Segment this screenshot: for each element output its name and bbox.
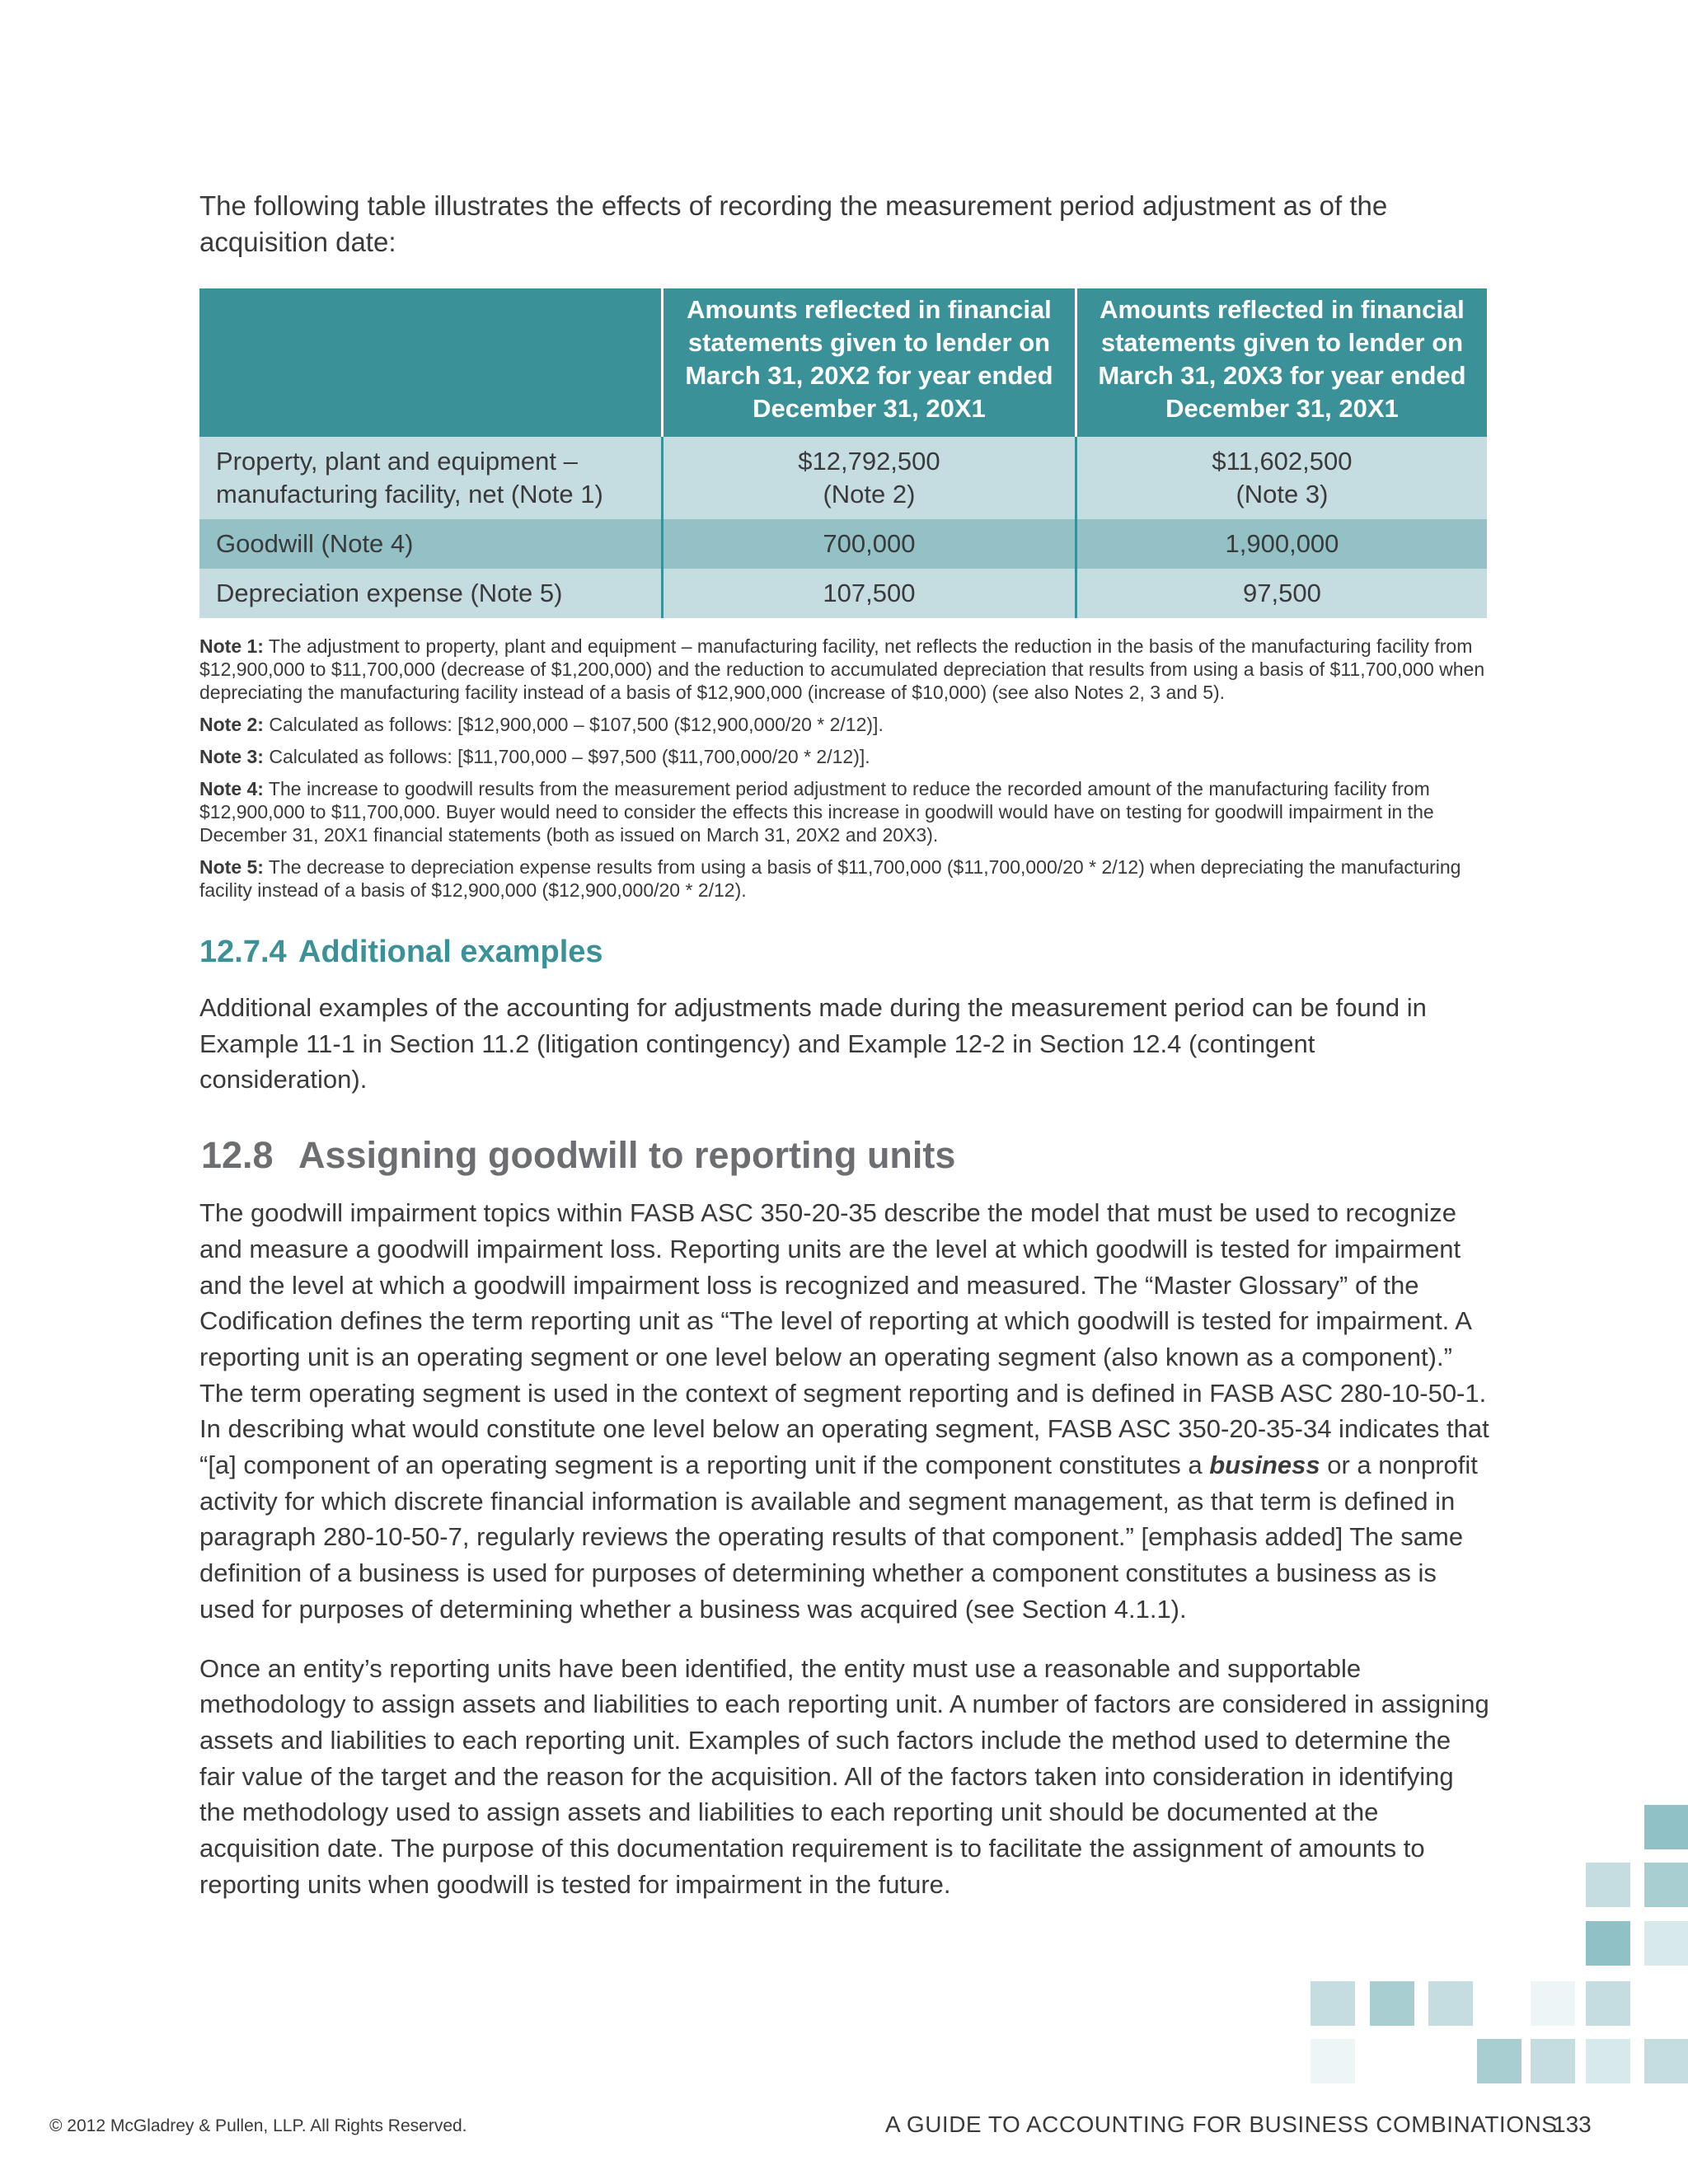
table-header-20x2: Amounts reflected in financial statements given to lender on March 31, 20X2 for year ended December 31, 20X1 [663,288,1076,437]
row-value-20x3: 97,500 [1076,569,1487,618]
note-1: Note 1: The adjustment to property, plant and equipment – manufacturing facility, net reflects the reduction in the basis of the manufacturing facility from $12,900,000 to $11,700,000 (decrease of $1,200,000) and the reduction to accumulated depreciation that results from using a basis of $11,700,000 when depreciating the manufacturing facility instead of a basis of $12,900,000 (increase of $10,000) (see also Notes 2, 3 and 5). [199,635,1485,703]
section-number: 12.8 [201,1134,274,1177]
decor-square [1370,1981,1414,2026]
subsection-heading [199,935,1489,970]
page-content [199,188,1489,1925]
decor-square [1644,2039,1688,2083]
decor-square [1477,2039,1522,2083]
row-value-20x3: 1,900,000 [1076,519,1487,569]
table-header-20x3: Amounts reflected in financial statements given to lender on March 31, 20X3 for year ended December 31, 20X1 [1076,288,1487,437]
decor-square [1644,1805,1688,1849]
intro-paragraph: The following table illustrates the effects of recording the measurement period adjustment as of the acquisition date: [199,190,1388,257]
footer-copyright: © 2012 McGladrey & Pullen, LLP. All Rights Reserved. [49,2116,467,2135]
adjustment-table [199,288,1487,618]
decor-square [1644,1921,1688,1966]
row-value-20x3: $11,602,500 (Note 3) [1076,437,1487,519]
decor-square [1644,1863,1688,1907]
row-label: Depreciation expense (Note 5) [199,569,663,618]
note-3: Note 3: Calculated as follows: [$11,700,000 – $97,500 ($11,700,000/20 * 2/12)]. [199,746,870,767]
section-paragraph-2: Once an entity’s reporting units have been identified, the entity must use a reasonable and supportable methodology to assign assets and liabilities to each reporting unit. A number of factors are considered in assigning assets and liabilities to each reporting unit. Examples of such factors include the method used to determine the fair value of the target and the reason for the acquisition. All of the factors taken into consideration in identifying the methodology used to assign assets and liabilities to each reporting unit should be documented at the acquisition date. The purpose of this documentation requirement is to facilitate the assignment of amounts to reporting units when goodwill is tested for impairment in the future. [199,1653,1489,1899]
row-value-20x2: 700,000 [663,519,1076,569]
decor-square [1586,1981,1630,2026]
section-title: Assigning goodwill to reporting units [298,1134,956,1177]
decor-square [1586,1921,1630,1966]
decor-square [1586,1863,1630,1907]
decor-square [1531,2039,1575,2083]
note-5: Note 5: The decrease to depreciation expense results from using a basis of $11,700,000 ($11,700,000/20 * 2/12) when depreciating the manufacturing facility instead of a basis of $12,900,000 ($12,900,000/20 * 2/12). [199,856,1461,901]
row-value-20x2: $12,792,500 (Note 2) [663,437,1076,519]
row-value-20x2: 107,500 [663,569,1076,618]
emphasis-business: business [1209,1451,1320,1480]
section-paragraph-1: The goodwill impairment topics within FASB ASC 350-20-35 describe the model that must be used to recognize and measure a goodwill impairment loss. Reporting units are the level at which goodwill is tested for impairment and the level at which a goodwill impairment loss is recognized and measured. The “Master Glossary” of the Codification defines the term reporting unit as “The level of reporting at which goodwill is tested for impairment. A reporting unit is an operating segment or one level below an operating segment (also known as a component).” The term operating segment is used in the context of segment reporting and is defined in FASB ASC 280-10-50-1. In describing what would constitute one level below an operating segment, FASB ASC 350-20-35-34 indicates that “[a] component of an operating segment is a reporting unit if the component constitutes a business or a nonprofit activity for which discrete financial information is available and segment management, as that term is defined in paragraph 280-10-50-7, regularly reviews the operating results of that component.” [emphasis added] The same definition of a business is used for purposes of determining whether a component constitutes a business as is used for purposes of determining whether a business was acquired (see Section 4.1.1). [199,1198,1489,1624]
section-heading [201,1134,1489,1177]
table-row [199,519,1487,569]
decor-square [1311,1981,1355,2026]
page-number: 133 [1553,2111,1592,2137]
decor-square [1428,1981,1473,2026]
decor-square [1586,2039,1630,2083]
note-2: Note 2: Calculated as follows: [$12,900,000 – $107,500 ($12,900,000/20 * 2/12)]. [199,714,884,735]
decor-square [1531,1981,1575,2026]
subsection-paragraph: Additional examples of the accounting for adjustments made during the measurement period can be found in Example 11-1 in Section 11.2 (litigation contingency) and Example 12-2 in Section 12.4 (contingent consideration). [199,993,1427,1094]
table-row [199,569,1487,618]
table-row [199,437,1487,519]
table-header-row [199,288,1487,437]
row-label: Property, plant and equipment – manufacturing facility, net (Note 1) [199,437,663,519]
note-4: Note 4: The increase to goodwill results from the measurement period adjustment to reduce the recorded amount of the manufacturing facility from $12,900,000 to $11,700,000. Buyer would need to consider the effects this increase in goodwill would have on testing for goodwill impairment in the December 31, 20X1 financial statements (both as issued on March 31, 20X2 and 20X3). [199,778,1434,846]
table-notes [199,635,1489,902]
decor-square [1311,2039,1355,2083]
row-label: Goodwill (Note 4) [199,519,663,569]
table-header-blank [199,288,663,437]
footer-guide-title: A GUIDE TO ACCOUNTING FOR BUSINESS COMBINATIONS [885,2111,1558,2137]
subsection-number: 12.7.4 [199,935,287,969]
subsection-title: Additional examples [298,935,603,969]
